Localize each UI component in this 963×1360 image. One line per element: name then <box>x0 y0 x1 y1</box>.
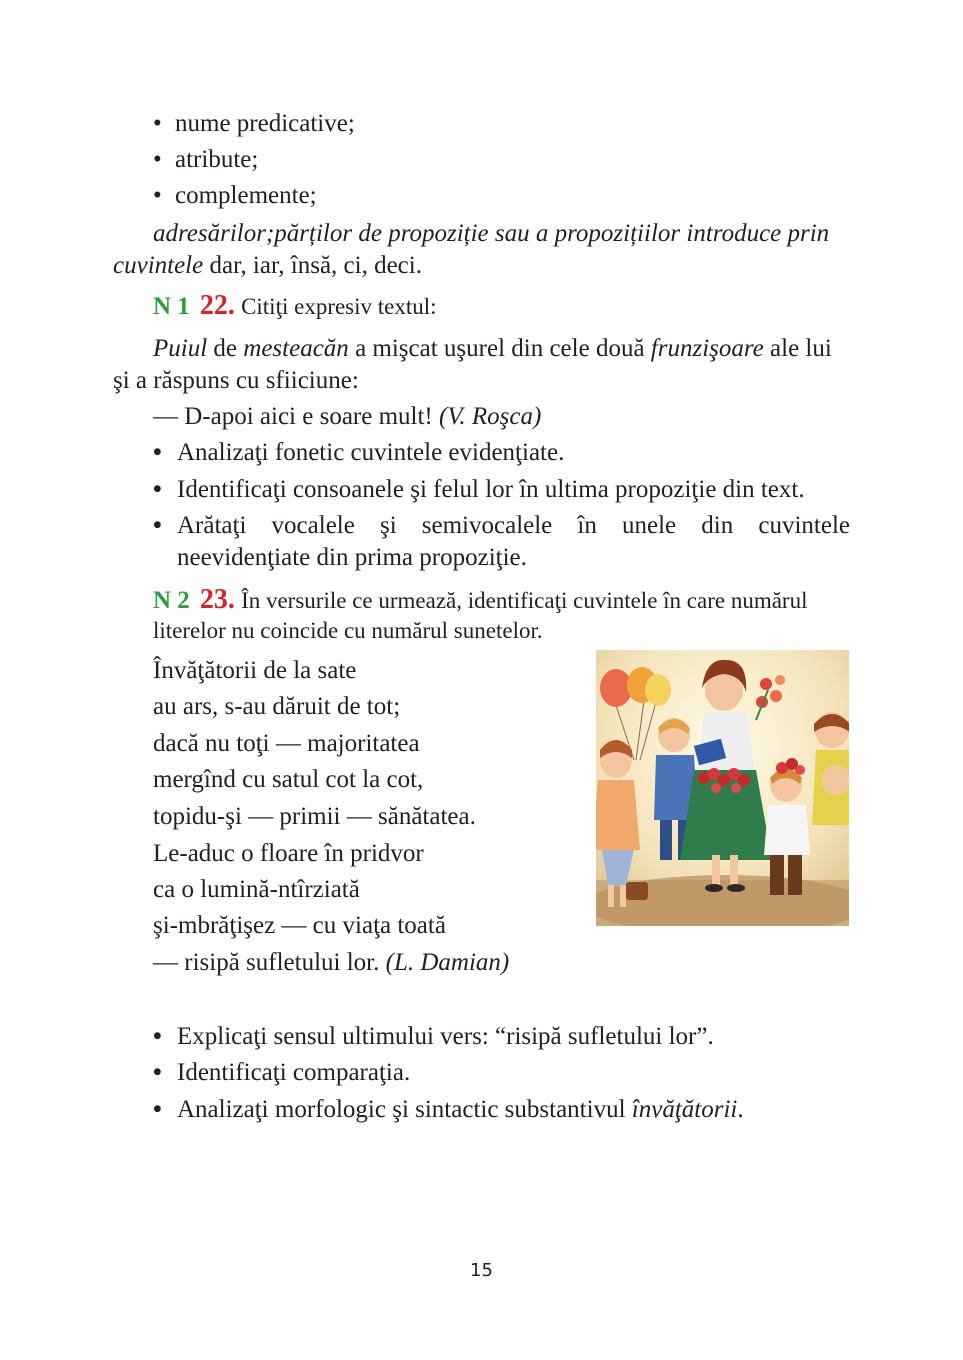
list-item: • complemente; <box>153 182 317 209</box>
list-item: • nume predicative; <box>153 110 355 137</box>
exercise-22-header <box>153 290 437 323</box>
level-tag: N 2 <box>153 587 190 614</box>
poem-line: Le-aduc o floare în pridvor <box>153 840 424 867</box>
dialog-line: — D-apoi aici e soare mult! (V. Roşca) <box>153 403 542 430</box>
list-item: • atribute; <box>153 146 259 173</box>
task-item: • Explicaţi sensul ultimului vers: “risipă sufletului lor”. <box>153 1023 714 1050</box>
poem-line: Învăţătorii de la sate <box>153 657 357 684</box>
illustration-teacher-with-children <box>596 650 849 926</box>
rule-line-1: adresărilor;părților de propoziție sau a propozițiilor introduce prin <box>153 220 830 247</box>
text-line-2: şi a răspuns cu sfiiciune: <box>113 367 359 394</box>
text-line-1: Puiul de mesteacăn a mişcat uşurel din cele două frunzişoare ale lui <box>153 335 832 362</box>
exercise-instruction-cont: literelor nu coincide cu numărul sunetelor. <box>153 618 543 643</box>
page-number: 15 <box>470 1260 493 1281</box>
poem-line: au ars, s-au dăruit de tot; <box>153 693 401 720</box>
exercise-number: 22. <box>199 290 235 321</box>
rule-line-2: cuvintele dar, iar, însă, ci, deci. <box>113 252 422 279</box>
poem-line: — risipă sufletului lor. (L. Damian) <box>153 949 510 976</box>
task-item: • Arătaţi vocalele şi semivocalele în unele din cuvintele <box>153 512 850 539</box>
task-item-continuation: neevidenţiate din prima propoziţie. <box>177 544 527 571</box>
poem-line: topidu-şi — primii — sănătatea. <box>153 803 476 830</box>
poem-line: mergînd cu satul cot la cot, <box>153 766 424 793</box>
task-item: • Analizaţi morfologic şi sintactic substantivul învăţătorii. <box>153 1096 744 1123</box>
exercise-23-header <box>153 584 807 617</box>
exercise-number: 23. <box>199 584 235 615</box>
poem-line: dacă nu toţi — majoritatea <box>153 730 420 757</box>
task-item: • Analizaţi fonetic cuvintele evidenţiate. <box>153 439 565 466</box>
exercise-instruction: Citiţi expresiv textul: <box>241 294 437 319</box>
poem-line: şi-mbrăţişez — cu viaţa toată <box>153 912 446 939</box>
level-tag: N 1 <box>153 293 190 320</box>
poem-line: ca o lumină-ntîrziată <box>153 876 360 903</box>
task-item: • Identificaţi comparaţia. <box>153 1059 411 1086</box>
task-item: • Identificaţi consoanele şi felul lor în ultima propoziţie din text. <box>153 476 805 503</box>
exercise-instruction: În versurile ce urmează, identificaţi cuvintele în care numărul <box>241 588 808 613</box>
